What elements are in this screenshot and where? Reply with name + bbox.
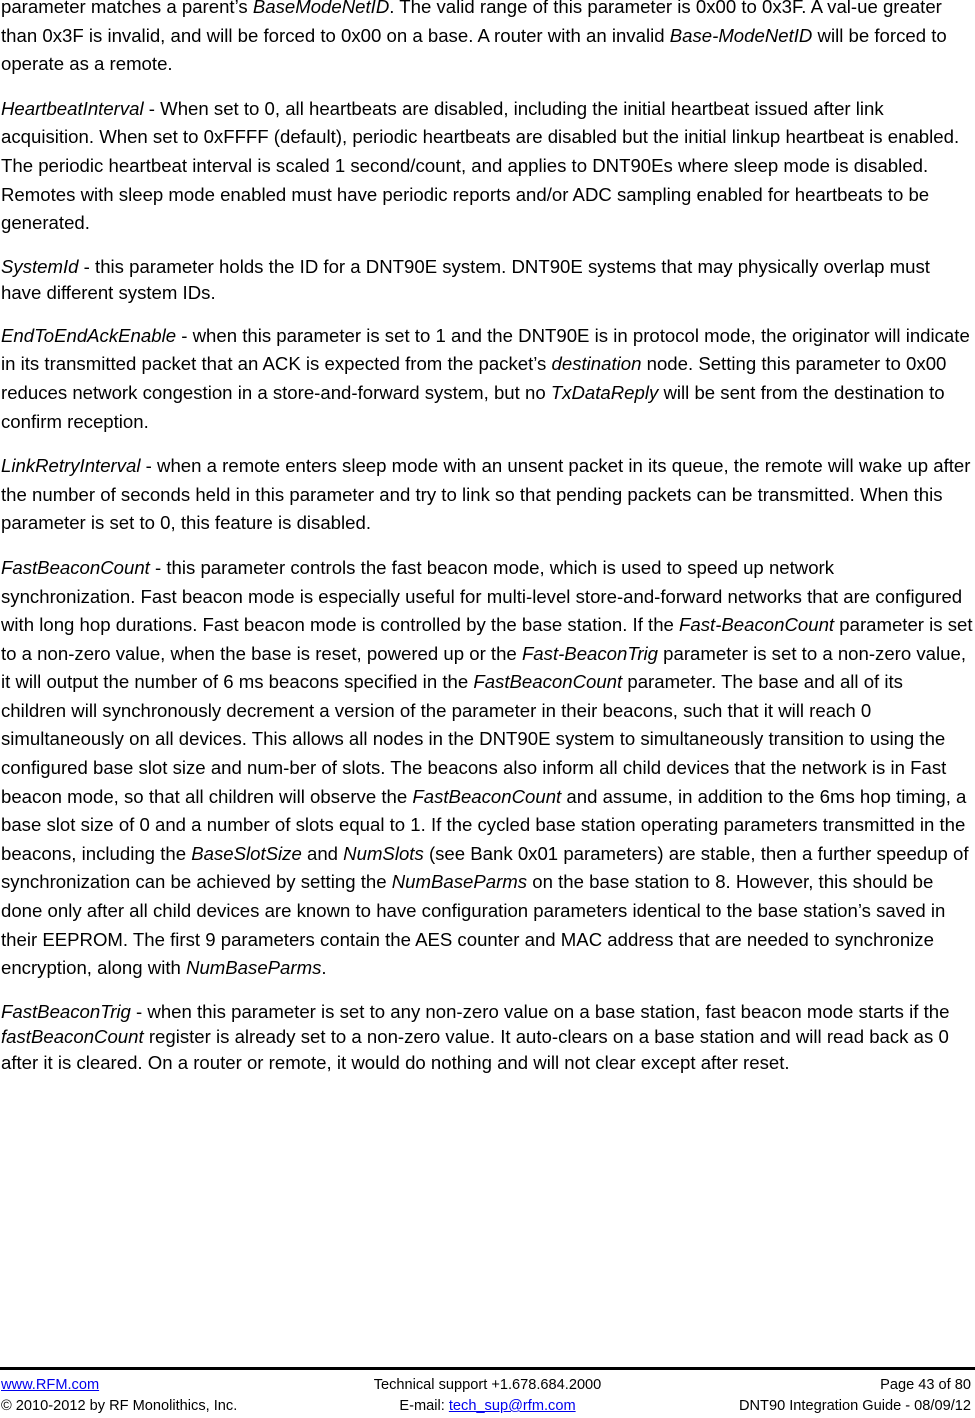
paragraph-endtoendackenable [1, 322, 973, 436]
website-link[interactable]: www.RFM.com [1, 1377, 100, 1393]
text-run: parameter. The base and all of its children will synchronously decrement a version of the parameter in their beacons, such that it will reach 0 simultaneously on all devices. This allows all nodes in the DNT90E system to simultaneously transition to using the configured base slot size and num-ber of slots. The beacons also inform all child devices that the network is in Fast beacon mode, so that all children will observe the [1, 671, 947, 807]
parameter-name: NumSlots [343, 842, 424, 864]
paragraph-heartbeatinterval [1, 95, 973, 238]
parameter-name: SystemId [1, 255, 79, 277]
text-run: - this parameter holds the ID for a DNT90E system. DNT90E systems that may physically overlap must have different system IDs. [1, 255, 930, 303]
parameter-name: HeartbeatInterval [1, 97, 144, 119]
text-run: - when this parameter is set to any non-zero value on a base station, fast beacon mode starts if the [130, 1000, 950, 1022]
text-run: register is already set to a non-zero value. It auto-clears on a base station and will read back as 0 after it is cleared. On a router or remote, it would do nothing and will not clear except after reset. [1, 1026, 949, 1073]
parameter-name: LinkRetryInterval [1, 455, 141, 477]
text-run: on the base station to 8. However, this should be done only after all child devices are known to have configuration parameters identical to the base station’s saved in their EEPROM. The first 9 parameters contain the AES counter and MAC address that are needed to synchronize encryption, along with [1, 871, 946, 979]
parameter-name: BaseSlotSize [191, 842, 302, 864]
parameter-name: Fast-BeaconCount [679, 614, 835, 636]
paragraph-fastbeacontrig [1, 999, 973, 1076]
text-run: - when a remote enters sleep mode with an unsent packet in its queue, the remote will wake up after the number of seconds held in this parameter and try to link so that pending packets can be transmitted. When this parameter is set to 0, this feature is disabled. [1, 455, 971, 534]
page-number: Page 43 of 80 [880, 1377, 971, 1393]
text-run: - this parameter controls the fast beacon mode, which is used to speed up network synchronization. Fast beacon mode is especially useful for multi-level store-and-forward networks that are configured with long hop durations. Fast beacon mode is controlled by the base station. If the [1, 556, 963, 636]
text-run: . The valid range of this parameter is 0x00 to 0x3F. A val-ue greater than 0x3F is invalid, and will be forced to 0x00 on a base. A router with an invalid [1, 0, 942, 46]
parameter-name: NumBaseParms [186, 957, 322, 979]
text-run: - when this parameter is set to 1 and the DNT90E is in protocol mode, the originator will indicate in its transmitted packet that an ACK is expected from the packet’s [1, 324, 970, 375]
text-run: (see Bank 0x01 parameters) are stable, then a further speedup of synchronization can be achieved by setting the [1, 842, 969, 893]
parameter-name: BaseModeNetID [252, 0, 390, 17]
support-phone: Technical support +1.678.684.2000 [373, 1377, 602, 1393]
text-run: . [321, 957, 327, 979]
text-run: and [301, 842, 344, 864]
footer-divider [0, 1367, 975, 1370]
text-run: node. Setting this parameter to 0x00 reduces network congestion in a store-and-forward system, but no [1, 353, 947, 403]
text-run: parameter is set to a non-zero value, it will output the number of 6 ms beacons specified in the [1, 642, 967, 693]
text-run: parameter matches a parent’s [1, 0, 253, 17]
parameter-name: destination [551, 353, 642, 375]
parameter-name: FastBeaconCount [412, 785, 562, 807]
footer-row-bottom [0, 1396, 975, 1417]
parameter-name: FastBeaconTrig [1, 1000, 131, 1022]
email-link[interactable]: tech_sup@rfm.com [448, 1398, 576, 1414]
parameter-name: TxDataReply [550, 381, 659, 403]
paragraph-systemid [1, 254, 973, 306]
text-run: - When set to 0, all heartbeats are disabled, including the initial heartbeat issued after link acquisition. When set to 0xFFFF (default), periodic heartbeats are disabled but the initial linkup heartbeat is enabled. The periodic heartbeat interval is scaled 1 second/count, and applies to DNT90Es where sleep mode is disabled. Remotes with sleep mode enabled must have periodic reports and/or ADC sampling enabled for heartbeats to be generated. [1, 97, 960, 234]
paragraph-linkretryinterval [1, 452, 973, 538]
footer-row-top [0, 1375, 975, 1396]
text-run: and assume, in addition to the 6ms hop timing, a base slot size of 0 and a number of slots equal to 1. If the cycled base station operating parameters transmitted in the beacons, including the [1, 785, 967, 864]
paragraph-basemodenetid [1, 0, 973, 79]
email-label: E-mail: [399, 1398, 449, 1414]
guide-title: DNT90 Integration Guide - 08/09/12 [738, 1398, 971, 1414]
text-run: parameter is set to a non-zero value, when the base is reset, powered up or the [1, 614, 973, 664]
parameter-name: Base-ModeNetID [669, 24, 813, 46]
parameter-name: FastBeaconCount [1, 556, 150, 578]
parameter-name: NumBaseParms [391, 871, 528, 893]
text-run: will be sent from the destination to confirm reception. [1, 381, 945, 432]
copyright: © 2010-2012 by RF Monolithics, Inc. [1, 1398, 238, 1414]
paragraph-fastbeaconcount [1, 554, 973, 983]
document-body [1, 0, 973, 1075]
parameter-name: Fast-BeaconTrig [521, 642, 659, 664]
parameter-name: fastBeaconCount [1, 1026, 144, 1048]
page-footer [0, 1375, 975, 1417]
parameter-name: EndToEndAckEnable [1, 324, 177, 346]
parameter-name: FastBeaconCount [473, 671, 623, 693]
text-run: will be forced to operate as a remote. [1, 24, 947, 75]
